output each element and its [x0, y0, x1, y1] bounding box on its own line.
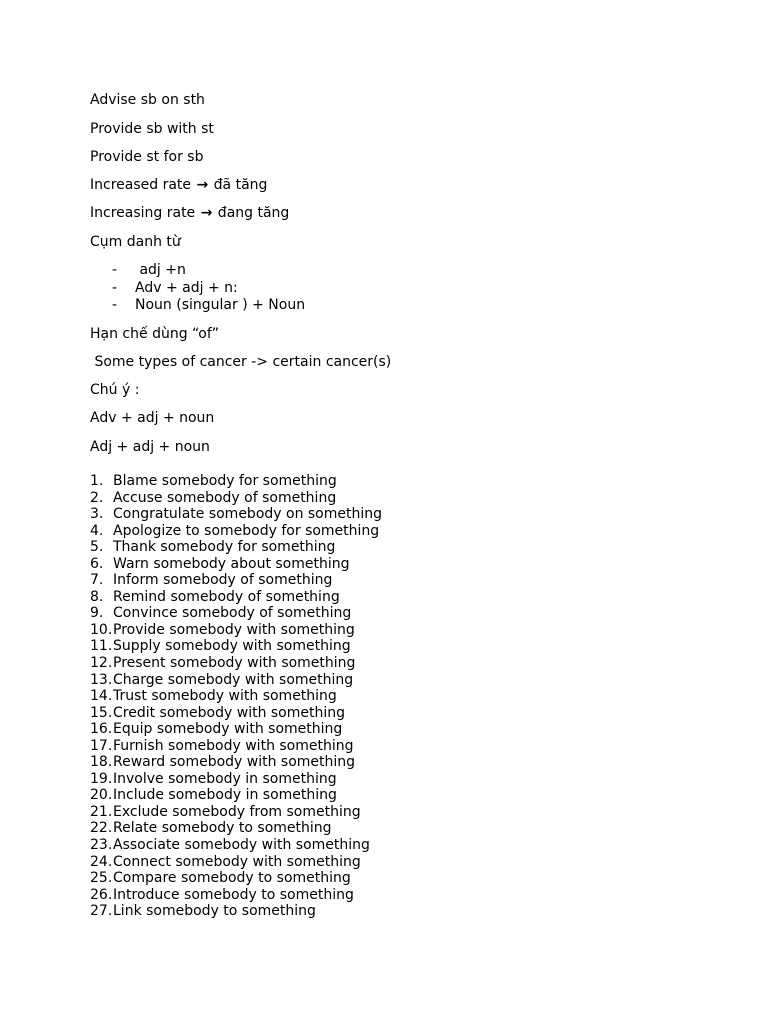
list-item-number: 6.: [90, 555, 104, 572]
list-item: [0, 572, 768, 589]
list-item-text: Convince somebody of something: [113, 605, 352, 622]
list-item: [0, 721, 768, 738]
list-item-number: 13.: [90, 671, 113, 688]
list-item: [0, 556, 768, 573]
arrow-right-icon: →: [200, 205, 213, 221]
list-item-number: 7.: [90, 572, 104, 589]
increasing-rate-label: Increasing rate: [90, 205, 200, 221]
list-item-number: 9.: [90, 605, 104, 622]
list-item: [0, 539, 768, 556]
list-item: [0, 903, 768, 920]
list-item-text: Trust somebody with something: [113, 688, 337, 705]
text-line-adj-adj-noun: Adj + adj + noun: [90, 439, 210, 455]
list-item-number: 23.: [90, 837, 113, 854]
list-item-number: 17.: [90, 737, 113, 754]
list-item: [0, 820, 768, 837]
list-item-text: Warn somebody about something: [113, 555, 350, 572]
list-item-number: 1.: [90, 473, 104, 489]
list-item-number: 27.: [90, 903, 113, 920]
list-item-number: 18.: [90, 754, 113, 771]
increasing-rate-meaning: đang tăng: [213, 205, 290, 221]
list-item-text: Associate somebody with something: [113, 837, 370, 854]
list-item-text: Introduce somebody to something: [113, 886, 354, 903]
text-line-note: Chú ý :: [90, 382, 140, 398]
list-item-number: 10.: [90, 621, 113, 638]
list-item-text: Inform somebody of something: [113, 572, 333, 589]
list-item-text: Exclude somebody from something: [113, 803, 361, 820]
bullet-dash: -: [112, 280, 118, 296]
text-line-increasing-rate: [90, 205, 289, 222]
list-item-text: Furnish somebody with something: [113, 737, 354, 754]
list-item: [0, 506, 768, 523]
list-item: [0, 589, 768, 606]
list-item-number: 14.: [90, 688, 113, 705]
list-item: [0, 804, 768, 821]
list-item-text: Accuse somebody of something: [113, 489, 337, 506]
list-item-text: Involve somebody in something: [113, 770, 337, 787]
list-item: [0, 655, 768, 672]
text-line-noun-phrase-heading: Cụm danh từ: [90, 234, 181, 250]
list-item: [0, 787, 768, 804]
bullet-dash: -: [112, 297, 118, 313]
list-item-number: 22.: [90, 820, 113, 837]
list-item: [0, 688, 768, 705]
list-item: [0, 638, 768, 655]
arrow-right-icon: →: [196, 177, 209, 193]
list-item-text: Supply somebody with something: [113, 638, 351, 655]
list-item-number: 11.: [90, 638, 113, 655]
text-line-cancer-example: Some types of cancer -> certain cancer(s): [90, 354, 392, 370]
increased-rate-meaning: đã tăng: [209, 177, 268, 193]
list-item-number: 8.: [90, 588, 104, 605]
increased-rate-label: Increased rate: [90, 177, 196, 193]
list-item: [0, 837, 768, 854]
bullet-dash: -: [112, 262, 118, 278]
list-item-text: Blame somebody for something: [113, 473, 337, 489]
text-line-provide-for: Provide st for sb: [90, 149, 204, 165]
list-item-text: Congratulate somebody on something: [113, 506, 383, 523]
list-item-number: 25.: [90, 870, 113, 887]
list-item: [0, 605, 768, 622]
list-item: [0, 523, 768, 540]
list-item-number: 12.: [90, 655, 113, 672]
list-item-text: Relate somebody to something: [113, 820, 332, 837]
list-item-text: Compare somebody to something: [113, 870, 351, 887]
bullet-item-text: Adv + adj + n:: [135, 280, 238, 296]
text-line-limit-of: Hạn chế dùng “of”: [90, 326, 220, 342]
text-line-increased-rate: [90, 177, 267, 194]
list-item: [0, 738, 768, 755]
list-item-number: 4.: [90, 522, 104, 539]
bullet-item-text: Noun (singular ) + Noun: [135, 297, 306, 313]
numbered-list: [0, 473, 768, 920]
list-item-number: 26.: [90, 886, 113, 903]
list-item: [0, 473, 768, 490]
list-item-number: 24.: [90, 853, 113, 870]
list-item-text: Charge somebody with something: [113, 671, 354, 688]
list-item-text: Thank somebody for something: [113, 539, 336, 556]
list-item: [0, 854, 768, 871]
text-line-provide-with: Provide sb with st: [90, 121, 214, 137]
list-item-text: Credit somebody with something: [113, 704, 346, 721]
list-item-number: 21.: [90, 803, 113, 820]
list-item-number: 2.: [90, 489, 104, 506]
list-item-text: Present somebody with something: [113, 655, 356, 672]
list-item-number: 19.: [90, 770, 113, 787]
list-item-text: Link somebody to something: [113, 903, 316, 920]
list-item: [0, 490, 768, 507]
list-item: [0, 887, 768, 904]
bullet-item-text: adj +n: [135, 262, 186, 278]
list-item-text: Remind somebody of something: [113, 588, 340, 605]
list-item-text: Apologize to somebody for something: [113, 522, 380, 539]
list-item-text: Connect somebody with something: [113, 853, 361, 870]
list-item: [0, 771, 768, 788]
list-item: [0, 672, 768, 689]
list-item-number: 16.: [90, 721, 113, 738]
text-line-advise: Advise sb on sth: [90, 92, 205, 108]
list-item-text: Provide somebody with something: [113, 621, 355, 638]
list-item: [0, 622, 768, 639]
list-item-text: Equip somebody with something: [113, 721, 343, 738]
list-item-text: Reward somebody with something: [113, 754, 356, 771]
list-item-number: 3.: [90, 506, 104, 523]
list-item: [0, 870, 768, 887]
list-item-number: 20.: [90, 787, 113, 804]
list-item: [0, 705, 768, 722]
list-item-text: Include somebody in something: [113, 787, 337, 804]
list-item: [0, 754, 768, 771]
list-item-number: 15.: [90, 704, 113, 721]
text-line-adv-adj-noun: Adv + adj + noun: [90, 410, 215, 426]
list-item-number: 5.: [90, 539, 104, 556]
